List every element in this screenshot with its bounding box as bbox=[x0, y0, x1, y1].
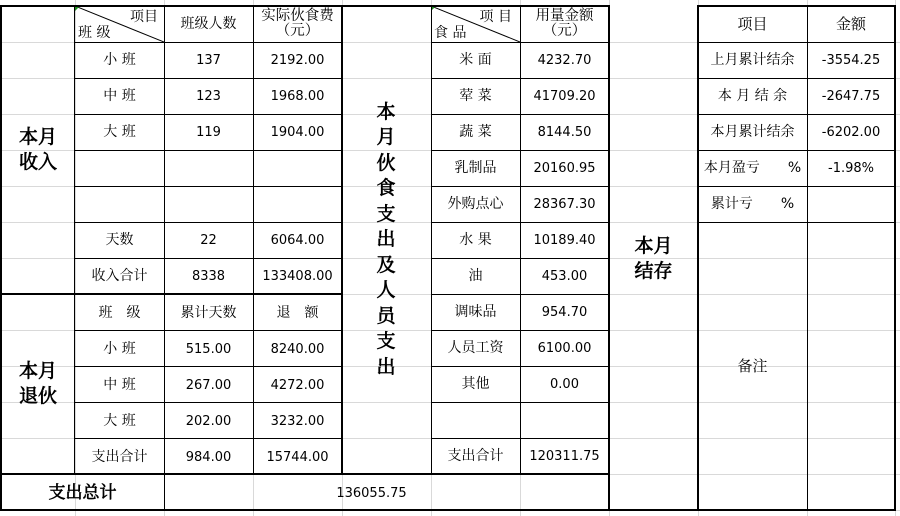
refund-row-days: 984.00 bbox=[185, 449, 232, 465]
refund-row-label: 大 班 bbox=[103, 413, 136, 429]
expense-row-amount: 6100.00 bbox=[537, 340, 592, 356]
expense-row-label: 米 面 bbox=[459, 52, 492, 68]
expense-row-amount: 453.00 bbox=[541, 268, 588, 284]
border bbox=[698, 114, 895, 115]
summary-row-value: -3554.25 bbox=[821, 52, 881, 68]
refund-row-amount: 3232.00 bbox=[270, 413, 325, 429]
border bbox=[0, 509, 896, 511]
expense-row-label: 其他 bbox=[461, 376, 490, 392]
income-row-fee: 6064.00 bbox=[270, 232, 325, 248]
refund-header-days: 累计天数 bbox=[180, 305, 237, 321]
border bbox=[75, 402, 342, 403]
income-section-label: 本月收入 bbox=[18, 126, 57, 173]
income-row-count bbox=[164, 150, 253, 186]
summary-row-label: 上月累计结余 bbox=[710, 52, 795, 68]
border bbox=[431, 5, 432, 474]
diag-header-item: 项目 bbox=[130, 9, 158, 25]
income-row-label: 大 班 bbox=[103, 124, 136, 140]
border bbox=[431, 402, 609, 403]
expense-row-label: 调味品 bbox=[454, 304, 497, 320]
border bbox=[698, 78, 895, 79]
border bbox=[74, 5, 75, 474]
expense-section-label: 本月伙食支出及人员支出 bbox=[376, 100, 396, 378]
refund-row-amount: 8240.00 bbox=[270, 341, 325, 357]
border bbox=[698, 222, 895, 223]
income-row-label: 天数 bbox=[105, 232, 134, 248]
border bbox=[75, 222, 342, 223]
income-row-label bbox=[75, 186, 164, 222]
refund-row-label: 小 班 bbox=[103, 341, 136, 357]
summary-row-label: 本 月 结 余 bbox=[717, 88, 788, 104]
border bbox=[431, 366, 609, 367]
income-row-label: 收入合计 bbox=[91, 268, 148, 284]
border bbox=[75, 438, 342, 439]
balance-section-label: 本月结存 bbox=[634, 235, 673, 282]
expense-row-amount: 4232.70 bbox=[537, 52, 592, 68]
border bbox=[807, 5, 808, 511]
border bbox=[520, 5, 521, 474]
diag-header-item: 项 目 bbox=[479, 9, 512, 25]
expense-row-label: 蔬 菜 bbox=[459, 124, 492, 140]
refund-header-class: 班 级 bbox=[98, 305, 141, 321]
expense-diagonal-header bbox=[431, 6, 520, 42]
summary-row-label: 累计亏 % bbox=[710, 196, 795, 212]
border bbox=[894, 5, 896, 511]
summary-row-value bbox=[807, 186, 895, 222]
summary-row-label: 本月累计结余 bbox=[710, 124, 795, 140]
border bbox=[431, 186, 609, 187]
income-row-count: 119 bbox=[196, 124, 221, 140]
income-row-fee bbox=[253, 186, 342, 222]
income-row-fee: 1968.00 bbox=[270, 88, 325, 104]
border bbox=[0, 5, 610, 7]
summary-header-amount: 金额 bbox=[835, 14, 866, 33]
diag-header-class: 班 级 bbox=[78, 25, 111, 41]
header-class-count: 班级人数 bbox=[180, 16, 237, 32]
income-row-label: 小 班 bbox=[103, 52, 136, 68]
summary-row-value: -6202.00 bbox=[821, 124, 881, 140]
expense-row-amount: 954.70 bbox=[541, 304, 588, 320]
border bbox=[0, 5, 2, 511]
expense-row-label: 人员工资 bbox=[447, 340, 504, 356]
expense-row-amount: 8144.50 bbox=[537, 124, 592, 140]
summary-row-value: -2647.75 bbox=[821, 88, 881, 104]
income-row-label: 中 班 bbox=[103, 88, 136, 104]
remark-label: 备注 bbox=[737, 356, 768, 375]
income-row-fee: 133408.00 bbox=[262, 268, 333, 284]
border bbox=[698, 186, 895, 187]
expense-row-label: 支出合计 bbox=[447, 448, 504, 464]
refund-row-days: 202.00 bbox=[185, 413, 232, 429]
expense-row-amount bbox=[520, 402, 609, 438]
border bbox=[0, 473, 610, 475]
income-diagonal-header bbox=[75, 6, 164, 42]
grand-total-value: 136055.75 bbox=[336, 485, 407, 501]
border bbox=[698, 150, 895, 151]
border bbox=[341, 5, 343, 474]
income-row-fee bbox=[253, 150, 342, 186]
border bbox=[253, 5, 254, 474]
expense-row-amount: 28367.30 bbox=[533, 196, 596, 212]
border bbox=[698, 42, 895, 43]
refund-row-label: 支出合计 bbox=[91, 449, 148, 465]
border bbox=[431, 78, 609, 79]
expense-row-label bbox=[431, 402, 520, 438]
refund-row-label: 中 班 bbox=[103, 377, 136, 393]
income-row-label bbox=[75, 150, 164, 186]
border bbox=[75, 330, 342, 331]
expense-row-label: 水 果 bbox=[459, 232, 492, 248]
income-row-count bbox=[164, 186, 253, 222]
border bbox=[75, 150, 342, 151]
header-usage-amount: 用量金额（元） bbox=[535, 8, 594, 39]
border bbox=[0, 293, 343, 295]
income-row-fee: 2192.00 bbox=[270, 52, 325, 68]
income-row-count: 8338 bbox=[191, 268, 226, 284]
refund-row-days: 515.00 bbox=[185, 341, 232, 357]
border bbox=[75, 42, 342, 43]
refund-row-days: 267.00 bbox=[185, 377, 232, 393]
expense-row-amount: 10189.40 bbox=[533, 232, 596, 248]
grand-total-label: 支出总计 bbox=[48, 482, 117, 503]
expense-row-amount: 41709.20 bbox=[533, 88, 596, 104]
expense-row-amount: 120311.75 bbox=[529, 448, 600, 464]
border bbox=[431, 222, 609, 223]
border bbox=[697, 5, 896, 7]
border bbox=[431, 114, 609, 115]
expense-row-label: 油 bbox=[468, 268, 483, 284]
summary-header-item: 项目 bbox=[737, 14, 768, 33]
refund-header-amount: 退 额 bbox=[276, 305, 319, 321]
border bbox=[431, 258, 609, 259]
income-row-count: 137 bbox=[196, 52, 221, 68]
header-actual-fee: 实际伙食费（元） bbox=[261, 8, 334, 39]
border bbox=[75, 78, 342, 79]
expense-row-amount: 0.00 bbox=[550, 376, 579, 392]
summary-row-value: -1.98% bbox=[828, 160, 874, 176]
expense-row-amount: 20160.95 bbox=[533, 160, 596, 176]
summary-row-label: 本月盈亏 % bbox=[703, 160, 802, 176]
border bbox=[75, 258, 342, 259]
border bbox=[75, 366, 342, 367]
income-row-count: 123 bbox=[196, 88, 221, 104]
border bbox=[431, 438, 609, 439]
border bbox=[431, 42, 609, 43]
refund-row-amount: 4272.00 bbox=[270, 377, 325, 393]
income-row-count: 22 bbox=[200, 232, 217, 248]
expense-row-label: 乳制品 bbox=[454, 160, 497, 176]
border bbox=[697, 5, 699, 511]
refund-section-label: 本月退伙 bbox=[18, 360, 57, 407]
border bbox=[431, 150, 609, 151]
border bbox=[431, 330, 609, 331]
diag-header-food: 食 品 bbox=[434, 25, 467, 41]
expense-row-label: 外购点心 bbox=[447, 196, 504, 212]
border bbox=[75, 114, 342, 115]
income-row-fee: 1904.00 bbox=[270, 124, 325, 140]
refund-row-amount: 15744.00 bbox=[266, 449, 329, 465]
expense-row-label: 荤 菜 bbox=[459, 88, 492, 104]
border bbox=[75, 186, 342, 187]
border bbox=[431, 294, 609, 295]
